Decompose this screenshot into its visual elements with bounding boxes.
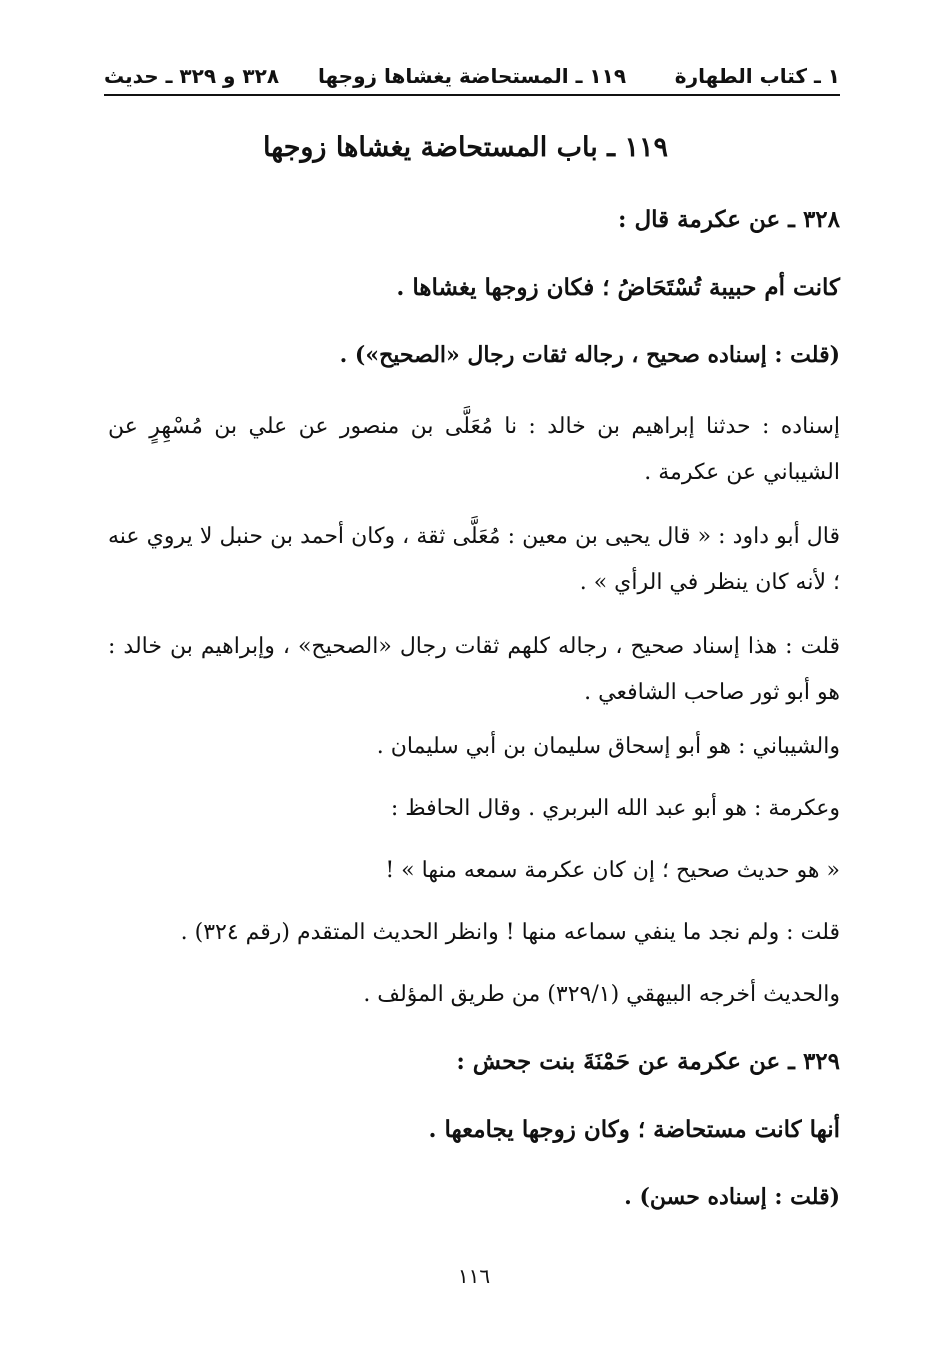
hadith-329-text: أنها كانت مستحاضة ؛ وكان زوجها يجامعها . — [428, 1116, 840, 1143]
hadith-328-grading: (قلت : إسناده صحيح ، رجاله ثقات رجال «الصحيح») . — [339, 342, 840, 368]
author-comment-isnad: قلت : هذا إسناد صحيح ، رجاله كلهم ثقات رجال «الصحيح» ، وإبراهيم بن خالد : هو أبو ثور صاحب الشافعي . — [108, 634, 840, 705]
hadith-329-heading: ٣٢٩ ـ عن عكرمة عن حَمْنَةَ بنت جحش : — [456, 1048, 840, 1075]
hadith-328-text: كانت أم حبيبة تُسْتَحَاضُ ؛ فكان زوجها يغشاها . — [396, 274, 840, 301]
hadith-329-grading: (قلت : إسناده حسن) . — [624, 1184, 840, 1210]
note-shaybani: والشيباني : هو أبو إسحاق سليمان بن أبي سليمان . — [376, 734, 840, 759]
header-hadith-range: ٣٢٨ و ٣٢٩ ـ حديث — [104, 64, 280, 88]
abu-dawud-comment: قال أبو داود : « قال يحيى بن معين : مُعَلَّى ثقة ، وكان أحمد بن حنبل لا يروي عنه ؛ لأنه كان ينظر في الرأي » . — [108, 524, 840, 595]
hadith-328-isnad: إسناده : حدثنا إبراهيم بن خالد : نا مُعَلَّى بن منصور عن علي بن مُسْهِرٍ عن الشيباني عن عكرمة . — [108, 414, 840, 485]
page-number: ١١٦ — [457, 1264, 491, 1288]
note-ikrima: وعكرمة : هو أبو عبد الله البربري . وقال الحافظ : — [390, 796, 840, 821]
author-comment-sama: قلت : ولم نجد ما ينفي سماعه منها ! وانظر الحديث المتقدم (رقم ٣٢٤) . — [180, 920, 840, 945]
hafiz-quote: « هو حديث صحيح ؛ إن كان عكرمة سمعه منها » ! — [385, 858, 840, 883]
takhrij-bayhaqi: والحديث أخرجه البيهقي (٣٢٩/١) من طريق المؤلف . — [363, 982, 840, 1007]
hadith-328-heading: ٣٢٨ ـ عن عكرمة قال : — [617, 206, 840, 233]
chapter-title: ١١٩ ـ باب المستحاضة يغشاها زوجها — [263, 132, 668, 163]
header-book-title: ١ ـ كتاب الطهارة — [674, 64, 840, 88]
header-chapter-title: ١١٩ ـ المستحاضة يغشاها زوجها — [317, 64, 627, 88]
running-header — [104, 60, 840, 96]
